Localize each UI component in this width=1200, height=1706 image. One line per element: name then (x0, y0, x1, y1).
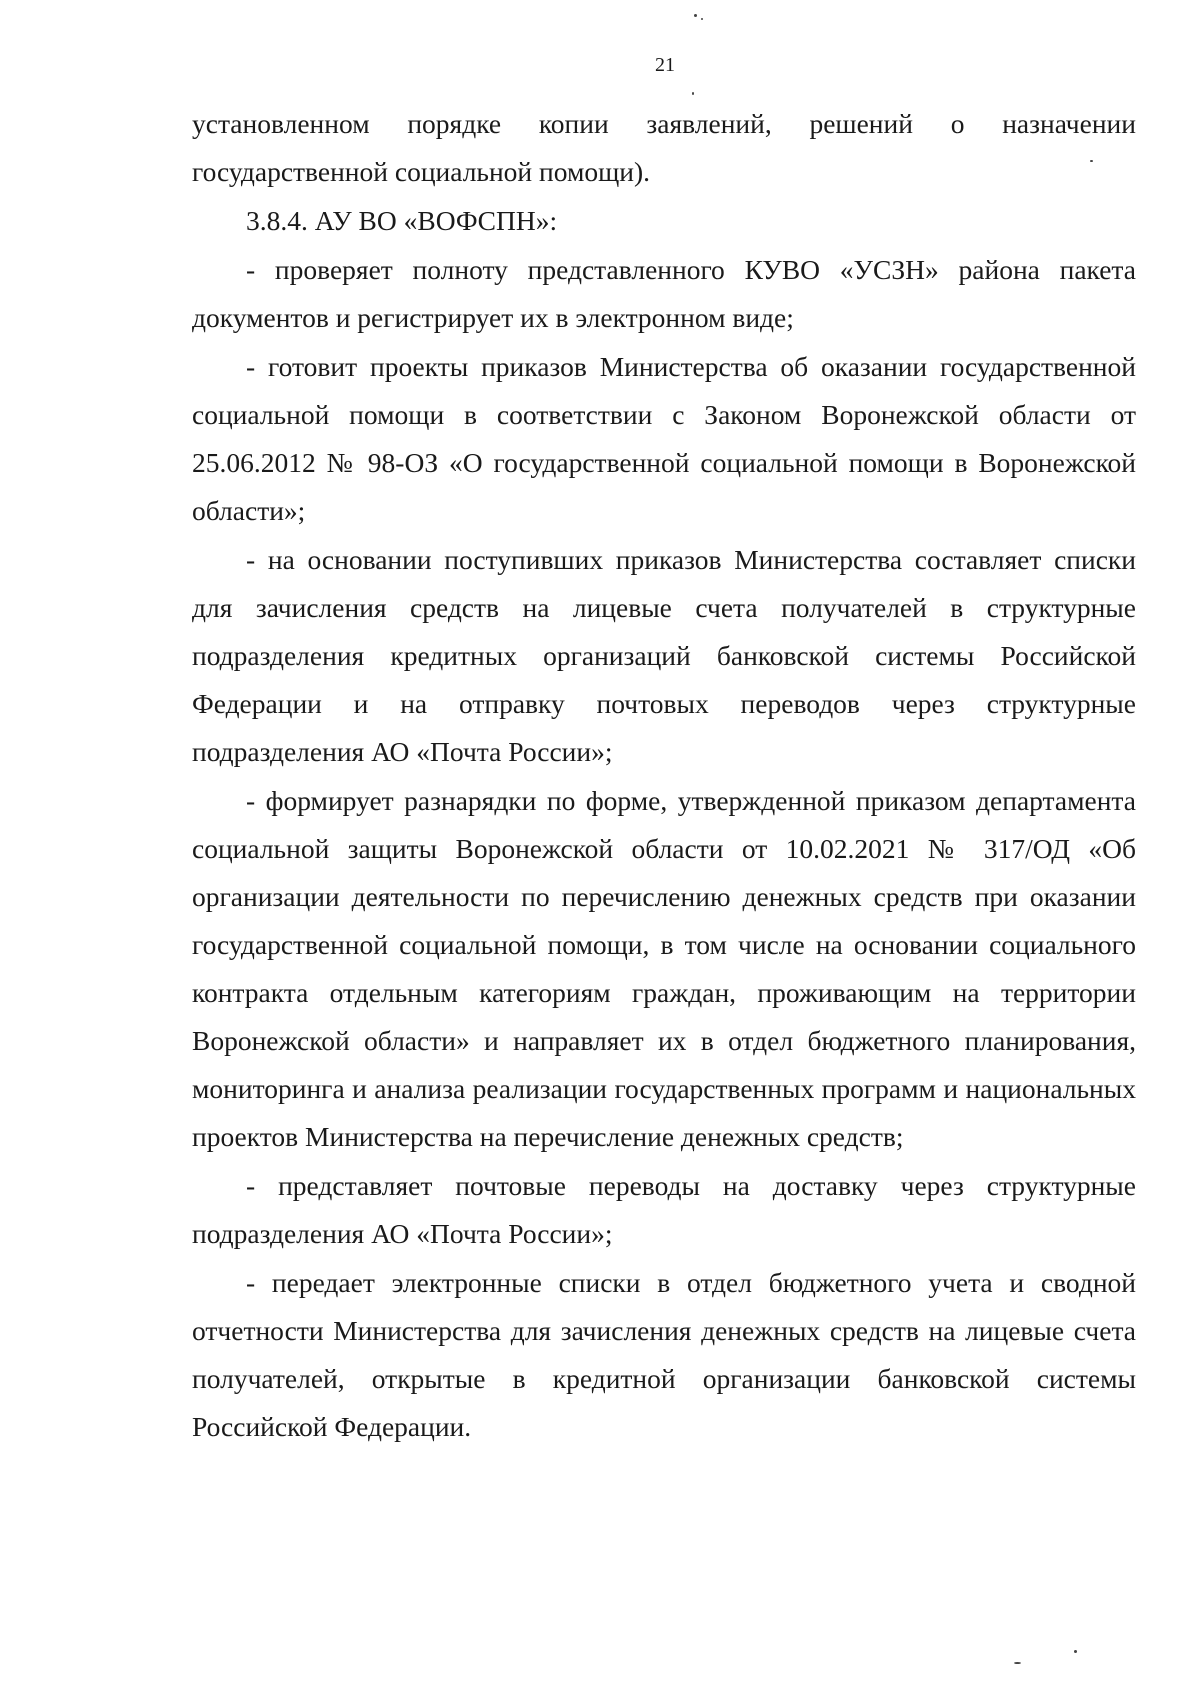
paragraph-item: - проверяет полноту представленного КУВО «УСЗН» района пакета документов и регистрирует их в электронном виде; (192, 254, 1136, 333)
paragraph-continuation: установленном порядке копии заявлений, решений о назначении государственной социальной помощи). (192, 108, 1136, 187)
paragraph-item: - готовит проекты приказов Министерства об оказании государственной социальной помощи в соответствии с Законом Воронежской области от 25.06.2012 № 98-ОЗ «О государственной социальной помощи в Воронежской области»; (192, 351, 1136, 526)
scan-speck (1074, 1650, 1077, 1653)
document-body (192, 100, 1136, 1452)
scan-speck (694, 14, 697, 17)
scan-speck (692, 92, 694, 95)
page-number: 21 (655, 54, 675, 76)
paragraph-item: - на основании поступивших приказов Министерства составляет списки для зачисления средств на лицевые счета получателей в структурные подразделения кредитных организаций банковской системы Российской Федерации и на отправку почтовых переводов через структурные подразделения АО «Почта России»; (192, 544, 1136, 767)
paragraph-item: - передает электронные списки в отдел бюджетного учета и сводной отчетности Министерства для зачисления денежных средств на лицевые счета получателей, открытые в кредитной организации банковской системы Российской Федерации. (192, 1267, 1136, 1442)
paragraph-item: - представляет почтовые переводы на доставку через структурные подразделения АО «Почта России»; (192, 1170, 1136, 1249)
scan-speck (701, 18, 703, 20)
section-heading-3-8-4: 3.8.4. АУ ВО «ВОФСПН»: (246, 205, 558, 236)
scan-speck (1090, 160, 1093, 162)
scan-speck (1014, 1662, 1021, 1664)
paragraph-item: - формирует разнарядки по форме, утвержденной приказом департамента социальной защиты Воронежской области от 10.02.2021 № 317/ОД «Об организации деятельности по перечислению денежных средств при оказании государственной социальной помощи, в том числе на основании социального контракта отдельным категориям граждан, проживающим на территории Воронежской области» и направляет их в отдел бюджетного планирования, мониторинга и анализа реализации государственных программ и национальных проектов Министерства на перечисление денежных средств; (192, 785, 1136, 1152)
